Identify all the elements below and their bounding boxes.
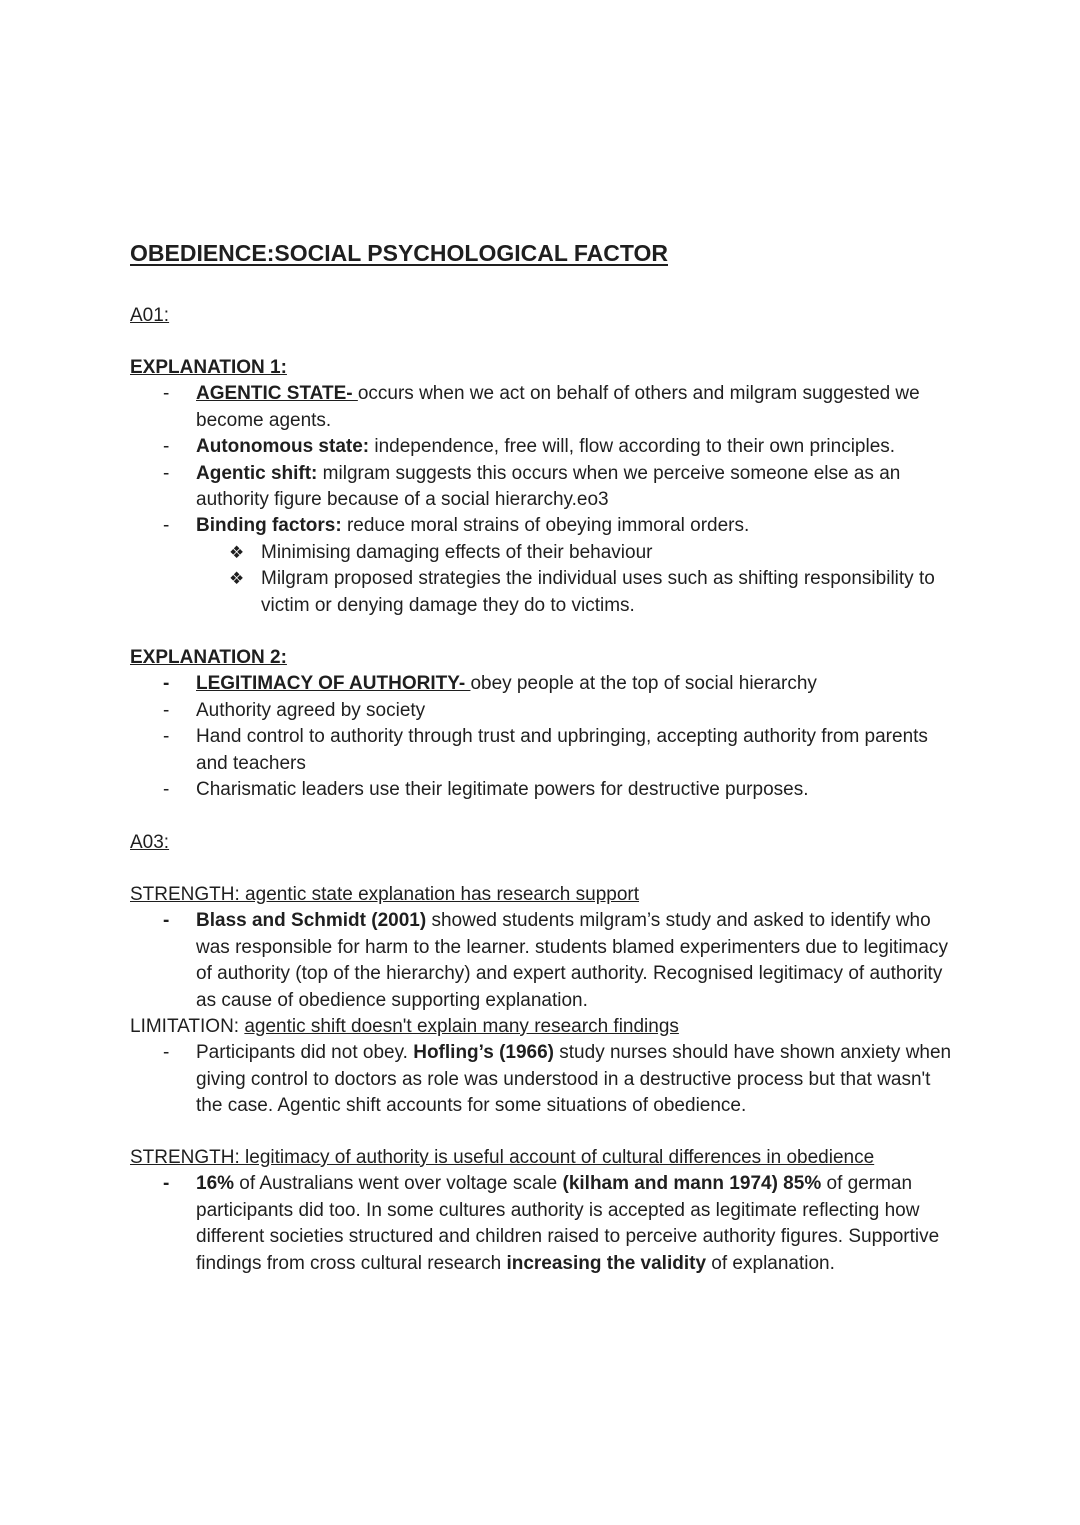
term: Autonomous state: xyxy=(196,436,370,458)
list-item xyxy=(130,1040,960,1119)
list-item xyxy=(130,777,960,803)
citation: Hofling’s (1966) xyxy=(413,1042,554,1064)
limitation-text: agentic shift doesn't explain many research findings xyxy=(244,1016,679,1038)
bullet-dash: - xyxy=(163,779,170,801)
strength-1-heading: STRENGTH: agentic state explanation has research support xyxy=(130,884,640,905)
limitation-label: LIMITATION: xyxy=(130,1016,240,1038)
diamond-bullet-icon: ❖ xyxy=(229,569,245,589)
bullet-dash: - xyxy=(163,462,170,484)
item-text: occurs when we act on behalf of others and milgram suggested we become agents. xyxy=(196,383,920,431)
item-text: obey people at the top of social hierarchy xyxy=(470,673,817,695)
list-item xyxy=(130,724,960,777)
explanation-2-heading: EXPLANATION 2: xyxy=(130,647,287,668)
explanation-1-heading: EXPLANATION 1: xyxy=(130,357,287,378)
bullet-dash: - xyxy=(163,515,170,537)
bullet-dash: - xyxy=(163,673,170,695)
stat: 16% xyxy=(196,1173,235,1195)
term: Binding factors: xyxy=(196,515,342,537)
bullet-dash: - xyxy=(163,910,170,932)
item-text: of Australians went over voltage scale xyxy=(234,1173,563,1195)
explanation-1-section xyxy=(130,355,960,619)
strength-2-heading: STRENGTH: legitimacy of authority is useful account of cultural differences in obedience xyxy=(130,1147,875,1168)
item-text: Authority agreed by society xyxy=(196,699,426,721)
bullet-dash: - xyxy=(163,1173,170,1195)
item-text: Minimising damaging effects of their behaviour xyxy=(261,541,653,563)
list-item xyxy=(130,461,960,514)
evaluation-section xyxy=(130,882,960,1120)
list-item xyxy=(130,434,960,460)
bullet-dash: - xyxy=(163,436,170,458)
list-item xyxy=(130,513,960,539)
item-text: of german participants did too. In some cultures authority is accepted as legitimate reflecting how different societies structured and children raised to perceive authority figures. Supportive findings from cross cultural research xyxy=(196,1173,940,1274)
ao3-label: A03: xyxy=(130,832,170,853)
limitation-heading xyxy=(130,1014,960,1040)
strength-2-section xyxy=(130,1145,960,1277)
item-text: independence, free will, flow according to their own principles. xyxy=(369,436,896,458)
explanation-2-section xyxy=(130,645,960,803)
sub-list-item xyxy=(130,566,960,619)
item-text: Charismatic leaders use their legitimate powers for destructive purposes. xyxy=(196,779,809,801)
page-title: OBEDIENCE:SOCIAL PSYCHOLOGICAL FACTOR xyxy=(130,240,668,266)
item-text: study nurses should have shown anxiety when giving control to doctors as role was understood in a destructive process but that wasn't the case. Agentic shift accounts for some situations of obedience. xyxy=(196,1042,952,1117)
diamond-bullet-icon: ❖ xyxy=(229,542,245,562)
bullet-dash: - xyxy=(163,699,170,721)
term: Agentic shift: xyxy=(196,462,318,484)
item-text: Participants did not obey. xyxy=(196,1042,414,1064)
sub-list-item xyxy=(130,540,960,566)
list-item xyxy=(130,1171,960,1277)
item-text: of explanation. xyxy=(706,1252,835,1274)
list-item xyxy=(130,908,960,1014)
citation: (kilham and mann 1974) 85% xyxy=(562,1173,822,1195)
citation: Blass and Schmidt (2001) xyxy=(196,910,427,932)
ao1-label: A01: xyxy=(130,305,170,326)
bullet-dash: - xyxy=(163,726,170,748)
term: LEGITIMACY OF AUTHORITY- xyxy=(196,673,471,695)
item-text: Hand control to authority through trust and upbringing, accepting authority from parents and teachers xyxy=(196,726,928,774)
item-text: Milgram proposed strategies the individual uses such as shifting responsibility to victim or denying damage they do to victims. xyxy=(261,568,935,616)
emphasis: increasing the validity xyxy=(506,1252,707,1274)
item-text: milgram suggests this occurs when we perceive someone else as an authority figure because of a social hierarchy.eo3 xyxy=(196,462,901,511)
list-item xyxy=(130,671,960,697)
list-item xyxy=(130,698,960,724)
bullet-dash: - xyxy=(163,383,170,405)
list-item xyxy=(130,381,960,434)
term: AGENTIC STATE- xyxy=(196,383,358,405)
bullet-dash: - xyxy=(163,1042,170,1064)
item-text: showed students milgram’s study and asked to identify who was responsible for harm to the learner. students blamed experimenters due to legitimacy of authority (top of the hierarchy) and expert authority. Recognised legitimacy of authority as cause of obedience supporting explanation. xyxy=(196,910,948,1011)
item-text: reduce moral strains of obeying immoral orders. xyxy=(341,515,750,537)
